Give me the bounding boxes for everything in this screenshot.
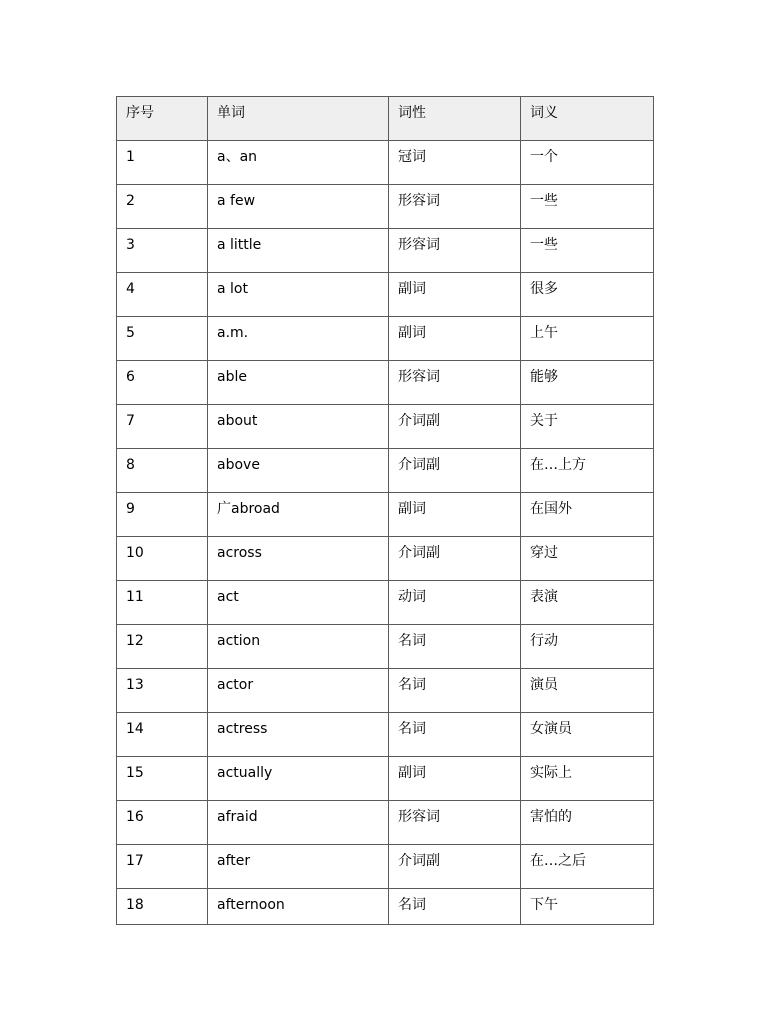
cell-part-of-speech: 名词 bbox=[389, 625, 521, 669]
cell-word: above bbox=[208, 449, 389, 493]
table-row bbox=[117, 537, 654, 581]
cell-part-of-speech: 名词 bbox=[389, 669, 521, 713]
cell-part-of-speech: 形容词 bbox=[389, 801, 521, 845]
cell-meaning: 女演员 bbox=[521, 713, 654, 757]
cell-word: afternoon bbox=[208, 889, 389, 925]
header-row bbox=[117, 97, 654, 141]
cell-meaning: 下午 bbox=[521, 889, 654, 925]
cell-word: about bbox=[208, 405, 389, 449]
cell-part-of-speech: 形容词 bbox=[389, 229, 521, 273]
cell-index: 13 bbox=[117, 669, 208, 713]
cell-index: 8 bbox=[117, 449, 208, 493]
cell-word: afraid bbox=[208, 801, 389, 845]
cell-part-of-speech: 副词 bbox=[389, 493, 521, 537]
table-body bbox=[117, 141, 654, 925]
cell-index: 14 bbox=[117, 713, 208, 757]
table-row bbox=[117, 361, 654, 405]
cell-index: 10 bbox=[117, 537, 208, 581]
table-row bbox=[117, 625, 654, 669]
cell-index: 16 bbox=[117, 801, 208, 845]
table-header bbox=[117, 97, 654, 141]
cell-meaning: 害怕的 bbox=[521, 801, 654, 845]
cell-part-of-speech: 冠词 bbox=[389, 141, 521, 185]
cell-index: 3 bbox=[117, 229, 208, 273]
table-row bbox=[117, 405, 654, 449]
table-row bbox=[117, 845, 654, 889]
table-row bbox=[117, 669, 654, 713]
cell-meaning: 上午 bbox=[521, 317, 654, 361]
header-index: 序号 bbox=[117, 97, 208, 141]
cell-word: 广abroad bbox=[208, 493, 389, 537]
cell-meaning: 在…上方 bbox=[521, 449, 654, 493]
cell-index: 18 bbox=[117, 889, 208, 925]
cell-index: 9 bbox=[117, 493, 208, 537]
table-row bbox=[117, 889, 654, 925]
cell-index: 7 bbox=[117, 405, 208, 449]
cell-meaning: 演员 bbox=[521, 669, 654, 713]
cell-index: 15 bbox=[117, 757, 208, 801]
cell-meaning: 很多 bbox=[521, 273, 654, 317]
cell-index: 12 bbox=[117, 625, 208, 669]
table-row bbox=[117, 493, 654, 537]
cell-word: a、an bbox=[208, 141, 389, 185]
cell-meaning: 关于 bbox=[521, 405, 654, 449]
table-row bbox=[117, 273, 654, 317]
table-row bbox=[117, 141, 654, 185]
cell-index: 6 bbox=[117, 361, 208, 405]
header-part-of-speech: 词性 bbox=[389, 97, 521, 141]
cell-part-of-speech: 介词副 bbox=[389, 537, 521, 581]
header-meaning: 词义 bbox=[521, 97, 654, 141]
cell-part-of-speech: 副词 bbox=[389, 317, 521, 361]
cell-part-of-speech: 介词副 bbox=[389, 845, 521, 889]
cell-part-of-speech: 形容词 bbox=[389, 185, 521, 229]
cell-meaning: 一些 bbox=[521, 229, 654, 273]
cell-part-of-speech: 名词 bbox=[389, 713, 521, 757]
cell-word: after bbox=[208, 845, 389, 889]
cell-part-of-speech: 介词副 bbox=[389, 449, 521, 493]
cell-part-of-speech: 副词 bbox=[389, 757, 521, 801]
cell-word: a lot bbox=[208, 273, 389, 317]
cell-word: across bbox=[208, 537, 389, 581]
cell-part-of-speech: 形容词 bbox=[389, 361, 521, 405]
cell-meaning: 一个 bbox=[521, 141, 654, 185]
cell-index: 17 bbox=[117, 845, 208, 889]
table-row bbox=[117, 185, 654, 229]
cell-word: act bbox=[208, 581, 389, 625]
cell-part-of-speech: 副词 bbox=[389, 273, 521, 317]
header-word: 单词 bbox=[208, 97, 389, 141]
cell-word: action bbox=[208, 625, 389, 669]
cell-index: 5 bbox=[117, 317, 208, 361]
cell-index: 4 bbox=[117, 273, 208, 317]
table-row bbox=[117, 449, 654, 493]
table-row bbox=[117, 713, 654, 757]
cell-part-of-speech: 动词 bbox=[389, 581, 521, 625]
cell-meaning: 一些 bbox=[521, 185, 654, 229]
cell-word: actress bbox=[208, 713, 389, 757]
cell-word: actually bbox=[208, 757, 389, 801]
cell-meaning: 表演 bbox=[521, 581, 654, 625]
cell-word: able bbox=[208, 361, 389, 405]
table-row bbox=[117, 317, 654, 361]
table-row bbox=[117, 801, 654, 845]
cell-word: a few bbox=[208, 185, 389, 229]
cell-part-of-speech: 名词 bbox=[389, 889, 521, 925]
table-row bbox=[117, 229, 654, 273]
cell-part-of-speech: 介词副 bbox=[389, 405, 521, 449]
cell-word: a little bbox=[208, 229, 389, 273]
cell-meaning: 穿过 bbox=[521, 537, 654, 581]
table-row bbox=[117, 581, 654, 625]
cell-index: 2 bbox=[117, 185, 208, 229]
cell-word: a.m. bbox=[208, 317, 389, 361]
cell-meaning: 实际上 bbox=[521, 757, 654, 801]
cell-index: 1 bbox=[117, 141, 208, 185]
cell-word: actor bbox=[208, 669, 389, 713]
cell-meaning: 行动 bbox=[521, 625, 654, 669]
cell-meaning: 能够 bbox=[521, 361, 654, 405]
cell-meaning: 在…之后 bbox=[521, 845, 654, 889]
cell-index: 11 bbox=[117, 581, 208, 625]
table-row bbox=[117, 757, 654, 801]
vocabulary-table bbox=[116, 96, 654, 925]
cell-meaning: 在国外 bbox=[521, 493, 654, 537]
